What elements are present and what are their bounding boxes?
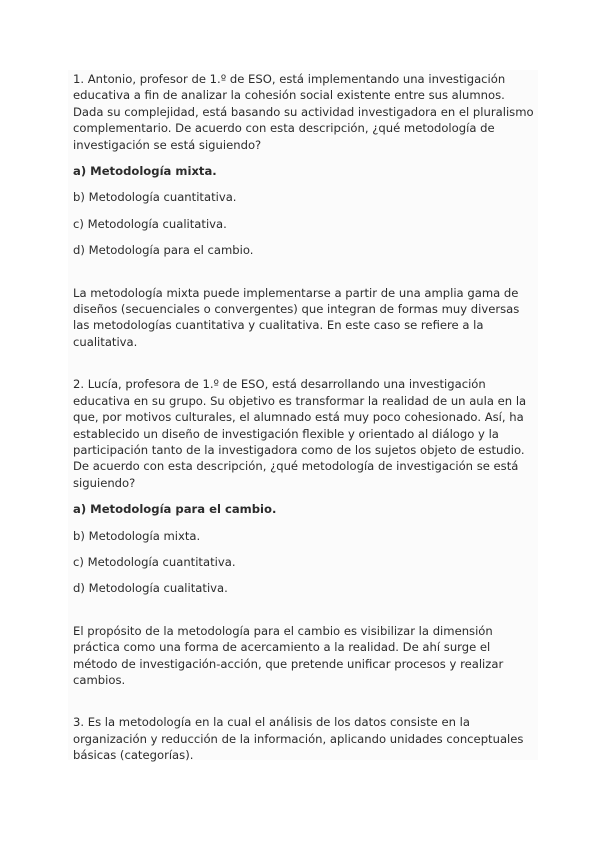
question-2-option-c: c) Metodología cuantitativa.	[73, 554, 236, 569]
question-2-option-b: b) Metodología mixta.	[73, 528, 201, 543]
question-1-answer: a) Metodología mixta.	[73, 164, 217, 179]
question-1-prompt: 1. Antonio, profesor de 1.º de ESO, está implementando una investigación educativa a fin de analizar la cohesión social existente entre sus alumnos. Dada su complejidad, está basando su actividad investigadora en el pluralismo complementario. De acuerdo con esta descripción, ¿qué metodología de investigación se está siguiendo?	[73, 72, 534, 152]
question-1-option-b: b) Metodología cuantitativa.	[73, 190, 237, 205]
document-content	[73, 71, 535, 764]
question-2-option-d: d) Metodología cualitativa.	[73, 581, 228, 596]
question-2-explanation: El propósito de la metodología para el cambio es visibilizar la dimensión práctica como una forma de acercamiento a la realidad. De ahí surge el método de investigación-acción, que pretende unificar procesos y realizar cambios.	[73, 623, 504, 687]
question-1-option-d: d) Metodología para el cambio.	[73, 243, 254, 258]
question-2-prompt: 2. Lucía, profesora de 1.º de ESO, está desarrollando una investigación educativa en su grupo. Su objetivo es transformar la realidad de un aula en la que, por motivos culturales, el alumnado está muy poco cohesionado. Así, ha establecido un diseño de investigación flexible y orientado al diálogo y la participación tanto de la investigadora como de los sujetos objeto de estudio. De acuerdo con esta descripción, ¿qué metodología de investigación se está siguiendo?	[73, 377, 527, 490]
question-3-prompt: 3. Es la metodología en la cual el análisis de los datos consiste en la organización y reducción de la información, aplicando unidades conceptuales básicas (categorías).	[73, 715, 524, 763]
question-2-answer: a) Metodología para el cambio.	[73, 502, 277, 517]
question-1-explanation: La metodología mixta puede implementarse a partir de una amplia gama de diseños (secuenciales o convergentes) que integran de formas muy diversas las metodologías cuantitativa y cualitativa. En este caso se refiere a la cualitativa.	[73, 285, 520, 349]
question-1-option-c: c) Metodología cualitativa.	[73, 216, 227, 231]
